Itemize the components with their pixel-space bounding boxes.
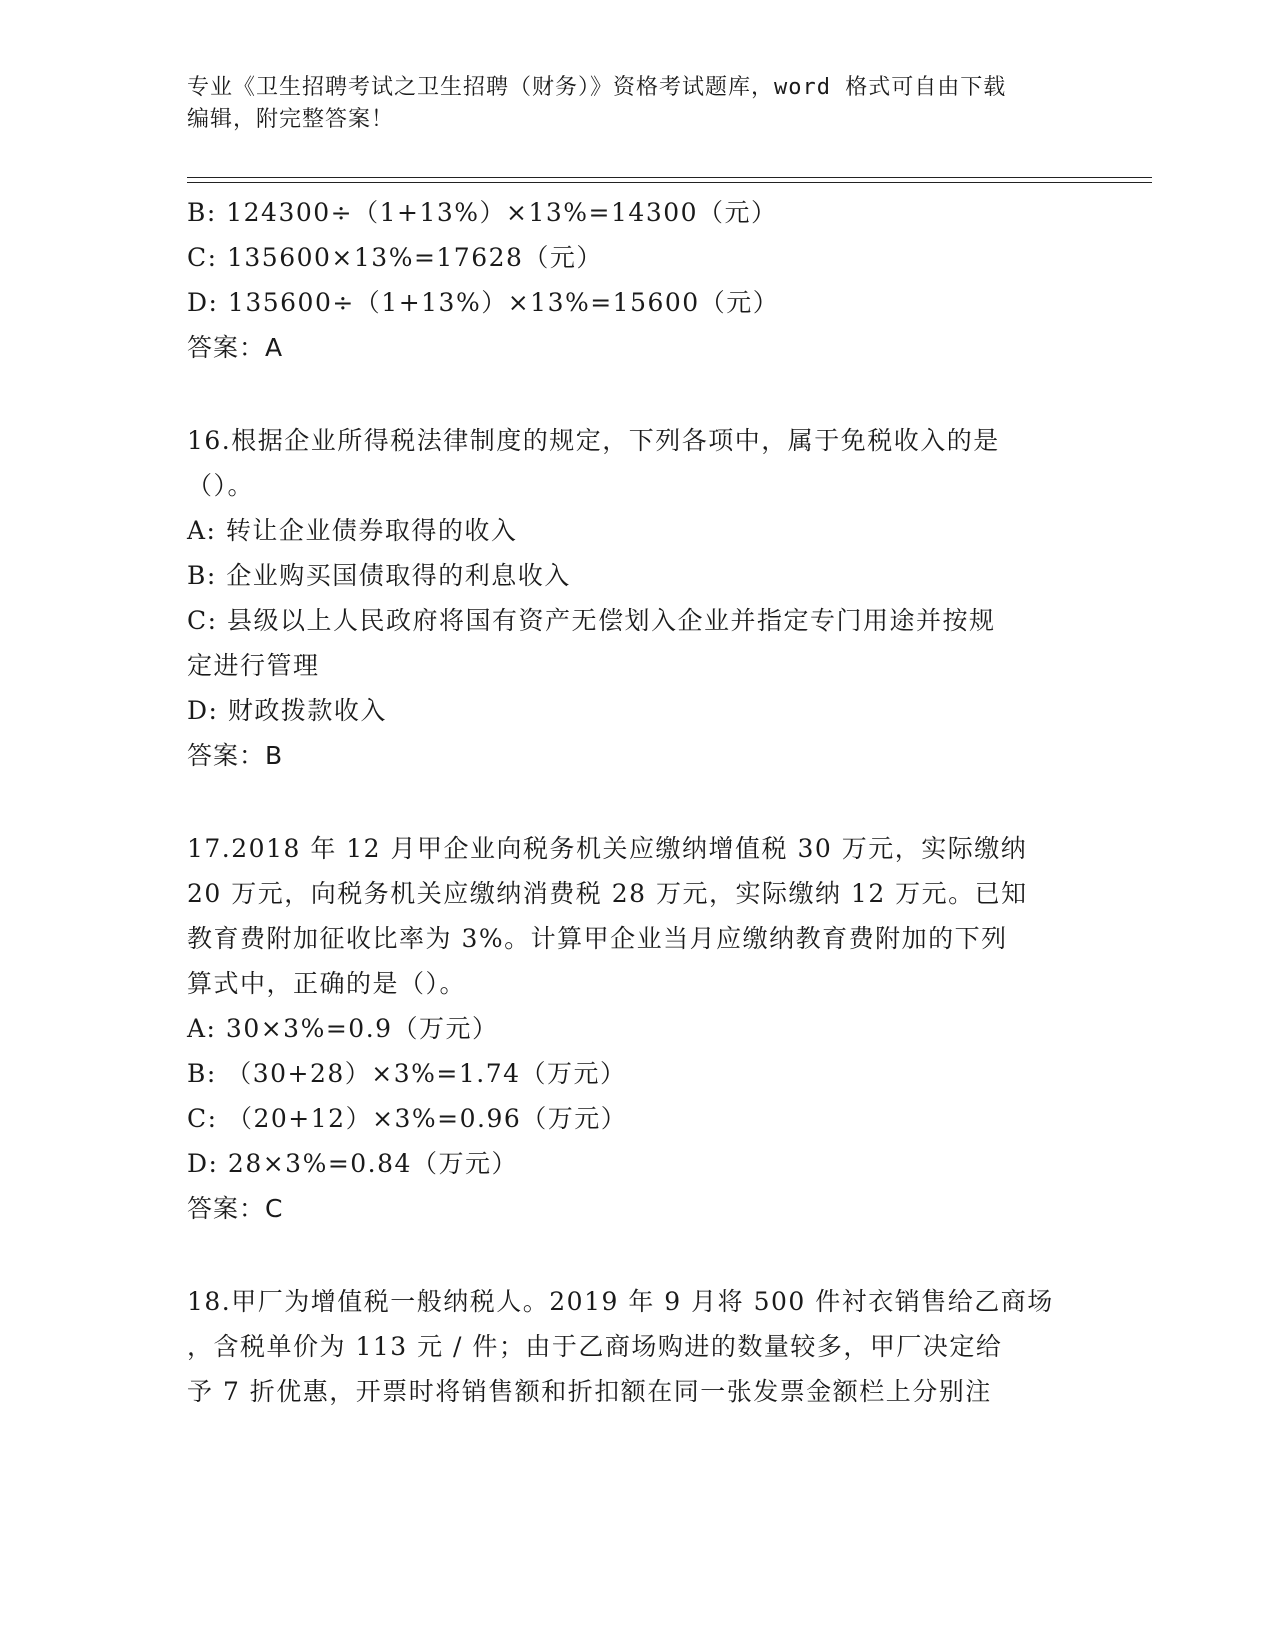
spacer bbox=[187, 370, 1087, 418]
option-d: D: 财政拨款收入 bbox=[187, 696, 387, 725]
option-c-continued: 定进行管理 bbox=[187, 651, 320, 680]
header-divider-bottom bbox=[187, 182, 1152, 183]
question-stem-line: 予 7 折优惠，开票时将销售额和折扣额在同一张发票金额栏上分别注 bbox=[187, 1377, 992, 1406]
question-16 bbox=[187, 418, 1087, 778]
option-b: B: （30+28）×3%=1.74（万元） bbox=[187, 1059, 627, 1088]
question-stem-line: （）。 bbox=[187, 471, 255, 500]
document-header bbox=[187, 72, 1087, 136]
question-stem-line: 教育费附加征收比率为 3%。计算甲企业当月应缴纳教育费附加的下列 bbox=[187, 924, 1008, 953]
question-stem-line: ，含税单价为 113 元 / 件；由于乙商场购进的数量较多，甲厂决定给 bbox=[187, 1332, 1003, 1361]
question-stem-line: 20 万元，向税务机关应缴纳消费税 28 万元，实际缴纳 12 万元。已知 bbox=[187, 879, 1028, 908]
question-15-tail bbox=[187, 190, 1087, 370]
answer-line: 答案：A bbox=[187, 333, 284, 362]
question-stem-line: 16.根据企业所得税法律制度的规定，下列各项中，属于免税收入的是 bbox=[187, 426, 1000, 455]
option-d: D: 135600÷（1+13%）×13%=15600（元） bbox=[187, 288, 780, 317]
option-a: A: 30×3%=0.9（万元） bbox=[187, 1014, 499, 1043]
option-c: C: （20+12）×3%=0.96（万元） bbox=[187, 1104, 628, 1133]
question-stem-line: 算式中，正确的是（）。 bbox=[187, 969, 467, 998]
question-stem-line: 18.甲厂为增值税一般纳税人。2019 年 9 月将 500 件衬衣销售给乙商场 bbox=[187, 1287, 1054, 1316]
option-c: C: 县级以上人民政府将国有资产无偿划入企业并指定专门用途并按规 bbox=[187, 606, 996, 635]
question-stem-line: 17.2018 年 12 月甲企业向税务机关应缴纳增值税 30 万元，实际缴纳 bbox=[187, 834, 1028, 863]
option-a: A: 转让企业债券取得的收入 bbox=[187, 516, 518, 545]
document-body bbox=[187, 190, 1087, 1414]
header-line-1: 专业《卫生招聘考试之卫生招聘（财务）》资格考试题库，word 格式可自由下载 bbox=[187, 75, 1007, 100]
spacer bbox=[187, 778, 1087, 826]
answer-line: 答案：C bbox=[187, 1194, 284, 1223]
question-18 bbox=[187, 1279, 1087, 1414]
option-c: C: 135600×13%=17628（元） bbox=[187, 243, 603, 272]
header-divider-top bbox=[187, 177, 1152, 178]
option-d: D: 28×3%=0.84（万元） bbox=[187, 1149, 518, 1178]
option-b: B: 124300÷（1+13%）×13%=14300（元） bbox=[187, 198, 778, 227]
question-17 bbox=[187, 826, 1087, 1231]
answer-line: 答案：B bbox=[187, 741, 284, 770]
spacer bbox=[187, 1231, 1087, 1279]
option-b: B: 企业购买国债取得的利息收入 bbox=[187, 561, 571, 590]
header-line-2: 编辑，附完整答案！ bbox=[187, 107, 395, 132]
